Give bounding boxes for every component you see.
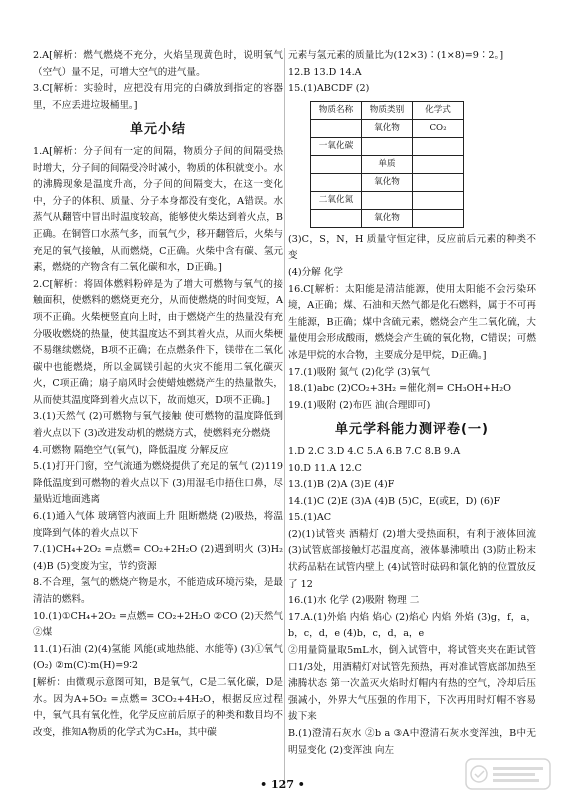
table-row — [311, 191, 464, 209]
answer-item: 18.(1)abc (2)CO₂+3H₂ =催化剂= CH₃OH+H₂O — [288, 383, 511, 395]
answer-item: 1.D 2.C 3.D 4.C 5.A 6.B 7.C 8.B 9.A — [288, 445, 461, 457]
answer-item: 17.(1)吸附 氮气 (2)化学 (3)氧气 — [288, 366, 430, 378]
answer-item: [解析：由微观示意图可知，B是氧气，C是二氧化碳，D是水。因为A+5O₂ =点燃= 3CO₂+4H₂O，根据反应过程中，氧气具有氧化性，化学反应前后原子的种类和数目均不改变，推知A物质的化学式为C₃H₈，其中碳 — [33, 676, 283, 738]
answer-item: 17.A.(1)外焰 内焰 焰心 (2)焰心 内焰 外焰 (3)g，f，a，b，c，d，e (4)b，c，d，a，e — [288, 611, 536, 640]
answer-item: 2.A[解析：燃气燃烧不充分，火焰呈现黄色时，说明氧气（空气）量不足，可增大空气的进气量。 — [33, 50, 283, 78]
table-cell: CO₂ — [413, 119, 464, 137]
left-column — [33, 48, 283, 741]
answer-item: B.(1)澄清石灰水 ②b a ③A中澄清石灰水变浑浊，B中无明显变化 (2)变浑浊 向左 — [288, 728, 536, 756]
answer-item: 5.(1)打开门窗，空气流通为燃烧提供了充足的氧气 (2)119 降低温度到可燃物的着火点以下 (3)用湿毛巾捂住口鼻，尽量贴近地面逃离 — [33, 461, 283, 506]
answer-item: 15.(1)AC — [288, 512, 332, 524]
answer-item: 12.B 13.D 14.A — [288, 66, 362, 78]
table-cell: 一氧化碳 — [311, 137, 362, 155]
table-cell — [362, 137, 413, 155]
table-cell — [413, 209, 464, 227]
table-cell — [413, 173, 464, 191]
table-cell — [311, 119, 362, 137]
section-heading: 单元学科能力测评卷(一) — [335, 422, 489, 438]
column-divider — [284, 48, 285, 788]
answer-item: 3.(1)天然气 (2)可燃物与氧气接触 使可燃物的温度降低到着火点以下 (3)改进发动机的燃烧方式，使燃料充分燃烧 — [33, 411, 283, 440]
table-cell — [311, 209, 362, 227]
table-row — [311, 155, 464, 173]
table-row — [311, 173, 464, 191]
table-cell: 氧化物 — [362, 119, 413, 137]
answer-item: 19.(1)吸附 (2)布匹 油(合理即可) — [288, 399, 431, 411]
table-cell — [311, 173, 362, 191]
table-header-row — [311, 101, 464, 119]
answer-item: 14.(1)C (2)E (3)A (4)B (5)C，E(或E，D) (6)F — [288, 495, 501, 507]
answer-item: 16.C[解析：太阳能是清洁能源，使用太阳能不会污染环境，A正确；煤、石油和天然气都是化石燃料，属于不可再生能源，B正确；煤中含硫元素，燃烧会产生二氧化硫，大量使用会形成酸雨，燃烧会产生硫的氧化物，C错误；可燃冰是甲烷的水合物，主要成分是甲烷，D正确。] — [288, 283, 536, 361]
section-heading: 单元小结 — [129, 122, 186, 138]
table-row — [311, 119, 464, 137]
table-cell — [362, 191, 413, 209]
table-cell — [413, 155, 464, 173]
answer-item: 7.(1)CH₄+2O₂ =点燃= CO₂+2H₂O (2)遇到明火 (3)H₂ (4)B (5)变废为宝，节约资源 — [33, 544, 283, 572]
table-row — [311, 209, 464, 227]
answer-item: 1.A[解析：分子间有一定的间隔，物质分子间的间隔受热时增大，分子间的间隔受冷时减小，物质的体积就变小。水的沸腾现象是温度升高，分子间的间隔变大，在这一变化中，分子的体积、质量、分子本身都没有变化，A错误。水蒸气从翻管中冒出时温度较高，能够使火柴达到着火点，B正确。在铜管口水蒸气多，而氧气少，移开翻管后，火柴与充足的氧气接触，从而燃烧，C正确。火柴中含有碳、氢元素，燃烧的产物含有二氧化碳和水，D正确。] — [33, 145, 283, 274]
answer-item: (3)C，S，N，H 质量守恒定律，反应前后元素的种类不变 — [288, 233, 536, 262]
answer-item: 15.(1)ABCDF (2) — [288, 83, 370, 95]
answer-item: 10.(1)①CH₄+2O₂ =点燃= CO₂+2H₂O ②CO (2)天然气 ②煤 — [33, 610, 283, 639]
answer-item: 11.(1)石油 (2)(4)氢能 风能(或地热能、水能等) (3)①氧气(O₂) ②m(C)∶m(H)=9∶2 — [33, 643, 283, 672]
table-cell: 氧化物 — [362, 173, 413, 191]
answer-item: 10.D 11.A 12.C — [288, 462, 362, 474]
table-header-cell: 化学式 — [413, 101, 464, 119]
table-cell: 二氧化氮 — [311, 191, 362, 209]
answer-item: 3.C[解析：实验时，应把没有用完的白磷放到指定的容器里，不应丢进垃圾桶里。] — [33, 83, 283, 111]
answer-item: 2.C[解析：将固体燃料粉碎是为了增大可燃物与氧气的接触面积，使燃料的燃烧更充分，从而使燃烧的时间变短，A项不正确。火柴梗竖直向上时，由于燃烧产生的热量没有充分吸收燃烧的热量，使其温度达不到其着火点，从而火柴梗不易继续燃烧，B项不正确；在点燃条件下，镁带在二氧化碳中也能燃烧，所以金属镁引起的火灾不能用二氧化碳灭火，C项正确；扇子扇风时会使蜡烛燃烧产生的热量散失，从而使其温度降到着火点以下，故而熄灭，D项不正确。] — [33, 278, 283, 406]
table-cell — [413, 137, 464, 155]
table-header-cell: 物质名称 — [311, 101, 362, 119]
answer-item: 元素与氢元素的质量比为(12×3)∶(1×8)=9∶2。] — [288, 50, 504, 61]
table-cell — [311, 155, 362, 173]
table-cell — [413, 191, 464, 209]
answer-item: (4)分解 化学 — [288, 266, 344, 278]
answer-item: 13.(1)B (2)A (3)E (4)F — [288, 479, 395, 491]
answer-item: 6.(1)通入气体 玻璃管内液面上升 阻断燃烧 (2)吸热，将温度降到气体的着火点以下 — [33, 511, 283, 539]
table-cell: 单质 — [362, 155, 413, 173]
right-column — [288, 48, 536, 759]
answer-item: 8.不合理，氢气的燃烧产物是水，不能造成环境污染，是最清洁的燃料。 — [33, 577, 283, 605]
page-number: • 127 • — [260, 778, 305, 791]
substance-table — [310, 101, 464, 228]
table-row — [311, 137, 464, 155]
watermark-logo — [465, 758, 551, 790]
answer-item: ②用量筒量取5mL水，倒入试管中，将试管夹夹在距试管口1/3处，用酒精灯对试管先预热，再对准试管底部加热至沸腾状态 第一次盖灭火焰时灯帽内有热的空气，冷却后压强减小，外界大气压强的作用下，下次再用时灯帽不容易拔下来 — [288, 645, 536, 723]
table-cell: 氧化物 — [362, 209, 413, 227]
answer-item: (2)(1)试管夹 酒精灯 (2)增大受热面积，有利于液体回流 (3)试管底部接触灯芯温度高，液体暴沸喷出 (3)防止粉末状药品粘在试管内壁上 (4)试管时砝码和氯化钠的位置放反了 12 — [288, 528, 536, 590]
table-header-cell: 物质类别 — [362, 101, 413, 119]
answer-item: 4.可燃物 隔绝空气(氧气)，降低温度 分解反应 — [33, 444, 229, 456]
answer-item: 16.(1)水 化学 (2)吸附 物理 二 — [288, 595, 420, 607]
